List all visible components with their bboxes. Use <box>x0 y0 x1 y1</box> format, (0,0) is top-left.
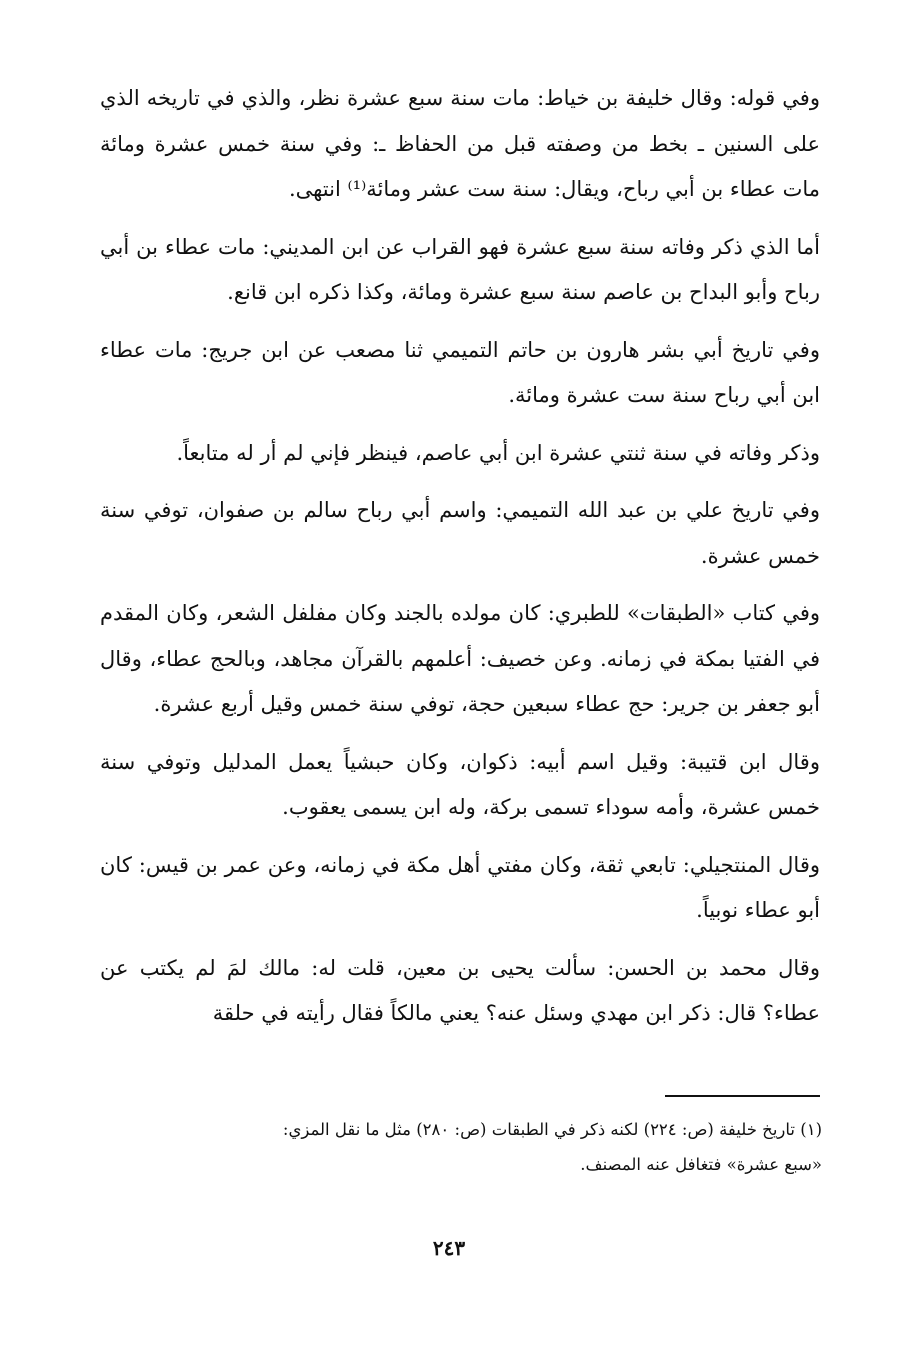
paragraph-5: وفي تاريخ علي بن عبد الله التميمي: واسم أبي رباح سالم بن صفوان، توفي سنة خمس عشرة. <box>100 498 820 568</box>
footnote-line-2: «سبع عشرة» فتغافل عنه المصنف. <box>580 1155 822 1174</box>
paragraph-2: أما الذي ذكر وفاته سنة سبع عشرة فهو القراب عن ابن المديني: مات عطاء بن أبي رباح وأبو البداح بن عاصم سنة سبع عشرة ومائة، وكذا ذكره ابن قانع. <box>100 234 820 304</box>
paragraph-4: وذكر وفاته في سنة ثنتي عشرة ابن أبي عاصم، فينظر فإني لم أر له متابعاً. <box>176 440 820 465</box>
footnote <box>100 1112 822 1182</box>
paragraph-3: وفي تاريخ أبي بشر هارون بن حاتم التميمي ثنا مصعب عن ابن جريج: مات عطاء ابن أبي رباح سنة ست عشرة ومائة. <box>100 337 820 407</box>
page-number: ٢٤٣ <box>432 1236 466 1260</box>
paragraph-1: وفي قوله: وقال خليفة بن خياط: مات سنة سبع عشرة نظر، والذي في تاريخه الذي على السنين ـ بخط من وصفته قبل من الحفاظ ـ: وفي سنة خمس عشرة ومائة مات عطاء بن أبي رباح، ويقال: سنة ست عشر ومائة⁽¹⁾ انتهى. <box>100 86 820 201</box>
paragraph-7: وقال ابن قتيبة: وقيل اسم أبيه: ذكوان، وكان حبشياً يعمل المدليل وتوفي سنة خمس عشرة، وأمه سوداء تسمى بركة، وله ابن يسمى يعقوب. <box>100 749 820 819</box>
paragraph-6: وفي كتاب «الطبقات» للطبري: كان مولده بالجند وكان مفلفل الشعر، وكان المقدم في الفتيا بمكة في زمانه. وعن خصيف: أعلمهم بالقرآن مجاهد، وبالحج عطاء، وقال أبو جعفر بن جرير: حج عطاء سبعين حجة، توفي سنة خمس وقيل أربع عشرة. <box>100 601 820 716</box>
footnote-divider <box>665 1095 820 1097</box>
paragraph-8: وقال المنتجيلي: تابعي ثقة، وكان مفتي أهل مكة في زمانه، وعن عمر بن قيس: كان أبو عطاء نوبياً. <box>100 852 820 922</box>
main-text <box>100 76 820 1049</box>
paragraph-9: وقال محمد بن الحسن: سألت يحيى بن معين، قلت له: مالك لمَ لم يكتب عن عطاء؟ قال: ذكر ابن مهدي وسئل عنه؟ يعني مالكاً فقال رأيته في حلقة <box>100 955 820 1025</box>
footnote-line-1: (١) تاريخ خليفة (ص: ٢٢٤) لكنه ذكر في الطبقات (ص: ٢٨٠) مثل ما نقل المزي: <box>282 1120 822 1139</box>
